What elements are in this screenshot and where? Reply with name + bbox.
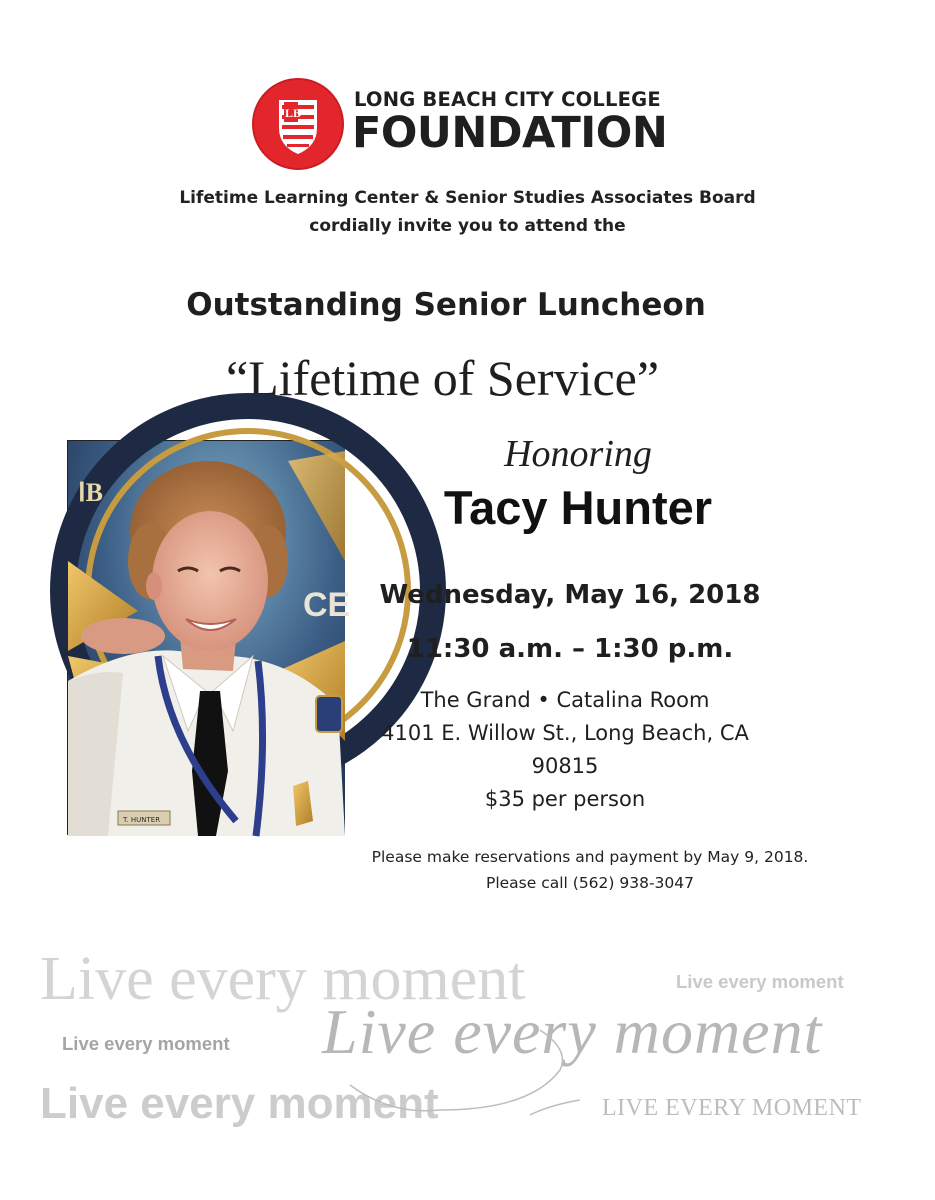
invite-line1: Lifetime Learning Center & Senior Studies Associates Board: [179, 188, 756, 208]
shield-icon: [254, 80, 342, 168]
rsvp-line2: Please call (562) 938-3047: [485, 874, 695, 892]
svg-text:ⅠB: ⅠB: [78, 478, 104, 507]
seal-letters: LB: [285, 106, 302, 120]
watermark-text-1: Live every moment: [40, 945, 526, 1013]
event-tagline: “Lifetime of Service”: [225, 350, 660, 406]
watermark-swash: [330, 990, 630, 1125]
watermark-text-3: Live every moment: [62, 1033, 230, 1054]
foundation-logo-seal: [252, 78, 344, 170]
watermark-text-4: Live every moment: [322, 996, 823, 1067]
watermark-text-6: LIVE EVERY MOMENT: [602, 1095, 862, 1121]
event-address: 4101 E. Willow St., Long Beach, CA: [381, 721, 749, 745]
rsvp-line1: Please make reservations and payment by May 9, 2018.: [371, 848, 809, 866]
watermark-text-5: Live every moment: [40, 1079, 439, 1128]
name-badge-text: T. HUNTER: [123, 816, 161, 824]
event-zip: 90815: [531, 754, 599, 778]
logo-name-line2: FOUNDATION: [352, 108, 668, 158]
event-price: $35 per person: [484, 787, 646, 811]
honoring-label: Honoring: [504, 433, 652, 475]
event-name: Outstanding Senior Luncheon: [186, 287, 706, 323]
event-date: Wednesday, May 16, 2018: [379, 580, 761, 610]
honoree-portrait-image: [68, 441, 351, 836]
honoree-name: Tacy Hunter: [443, 481, 713, 534]
logo-name-line1: LONG BEACH CITY COLLEGE: [354, 88, 661, 111]
honoree-photo: [67, 440, 351, 835]
event-time: 11:30 a.m. – 1:30 p.m.: [406, 634, 734, 664]
watermark-text-2: Live every moment: [676, 971, 844, 992]
invite-line2: cordially invite you to attend the: [309, 216, 626, 236]
seal-background-letters: CE: [303, 586, 351, 624]
event-venue: The Grand • Catalina Room: [420, 688, 710, 712]
